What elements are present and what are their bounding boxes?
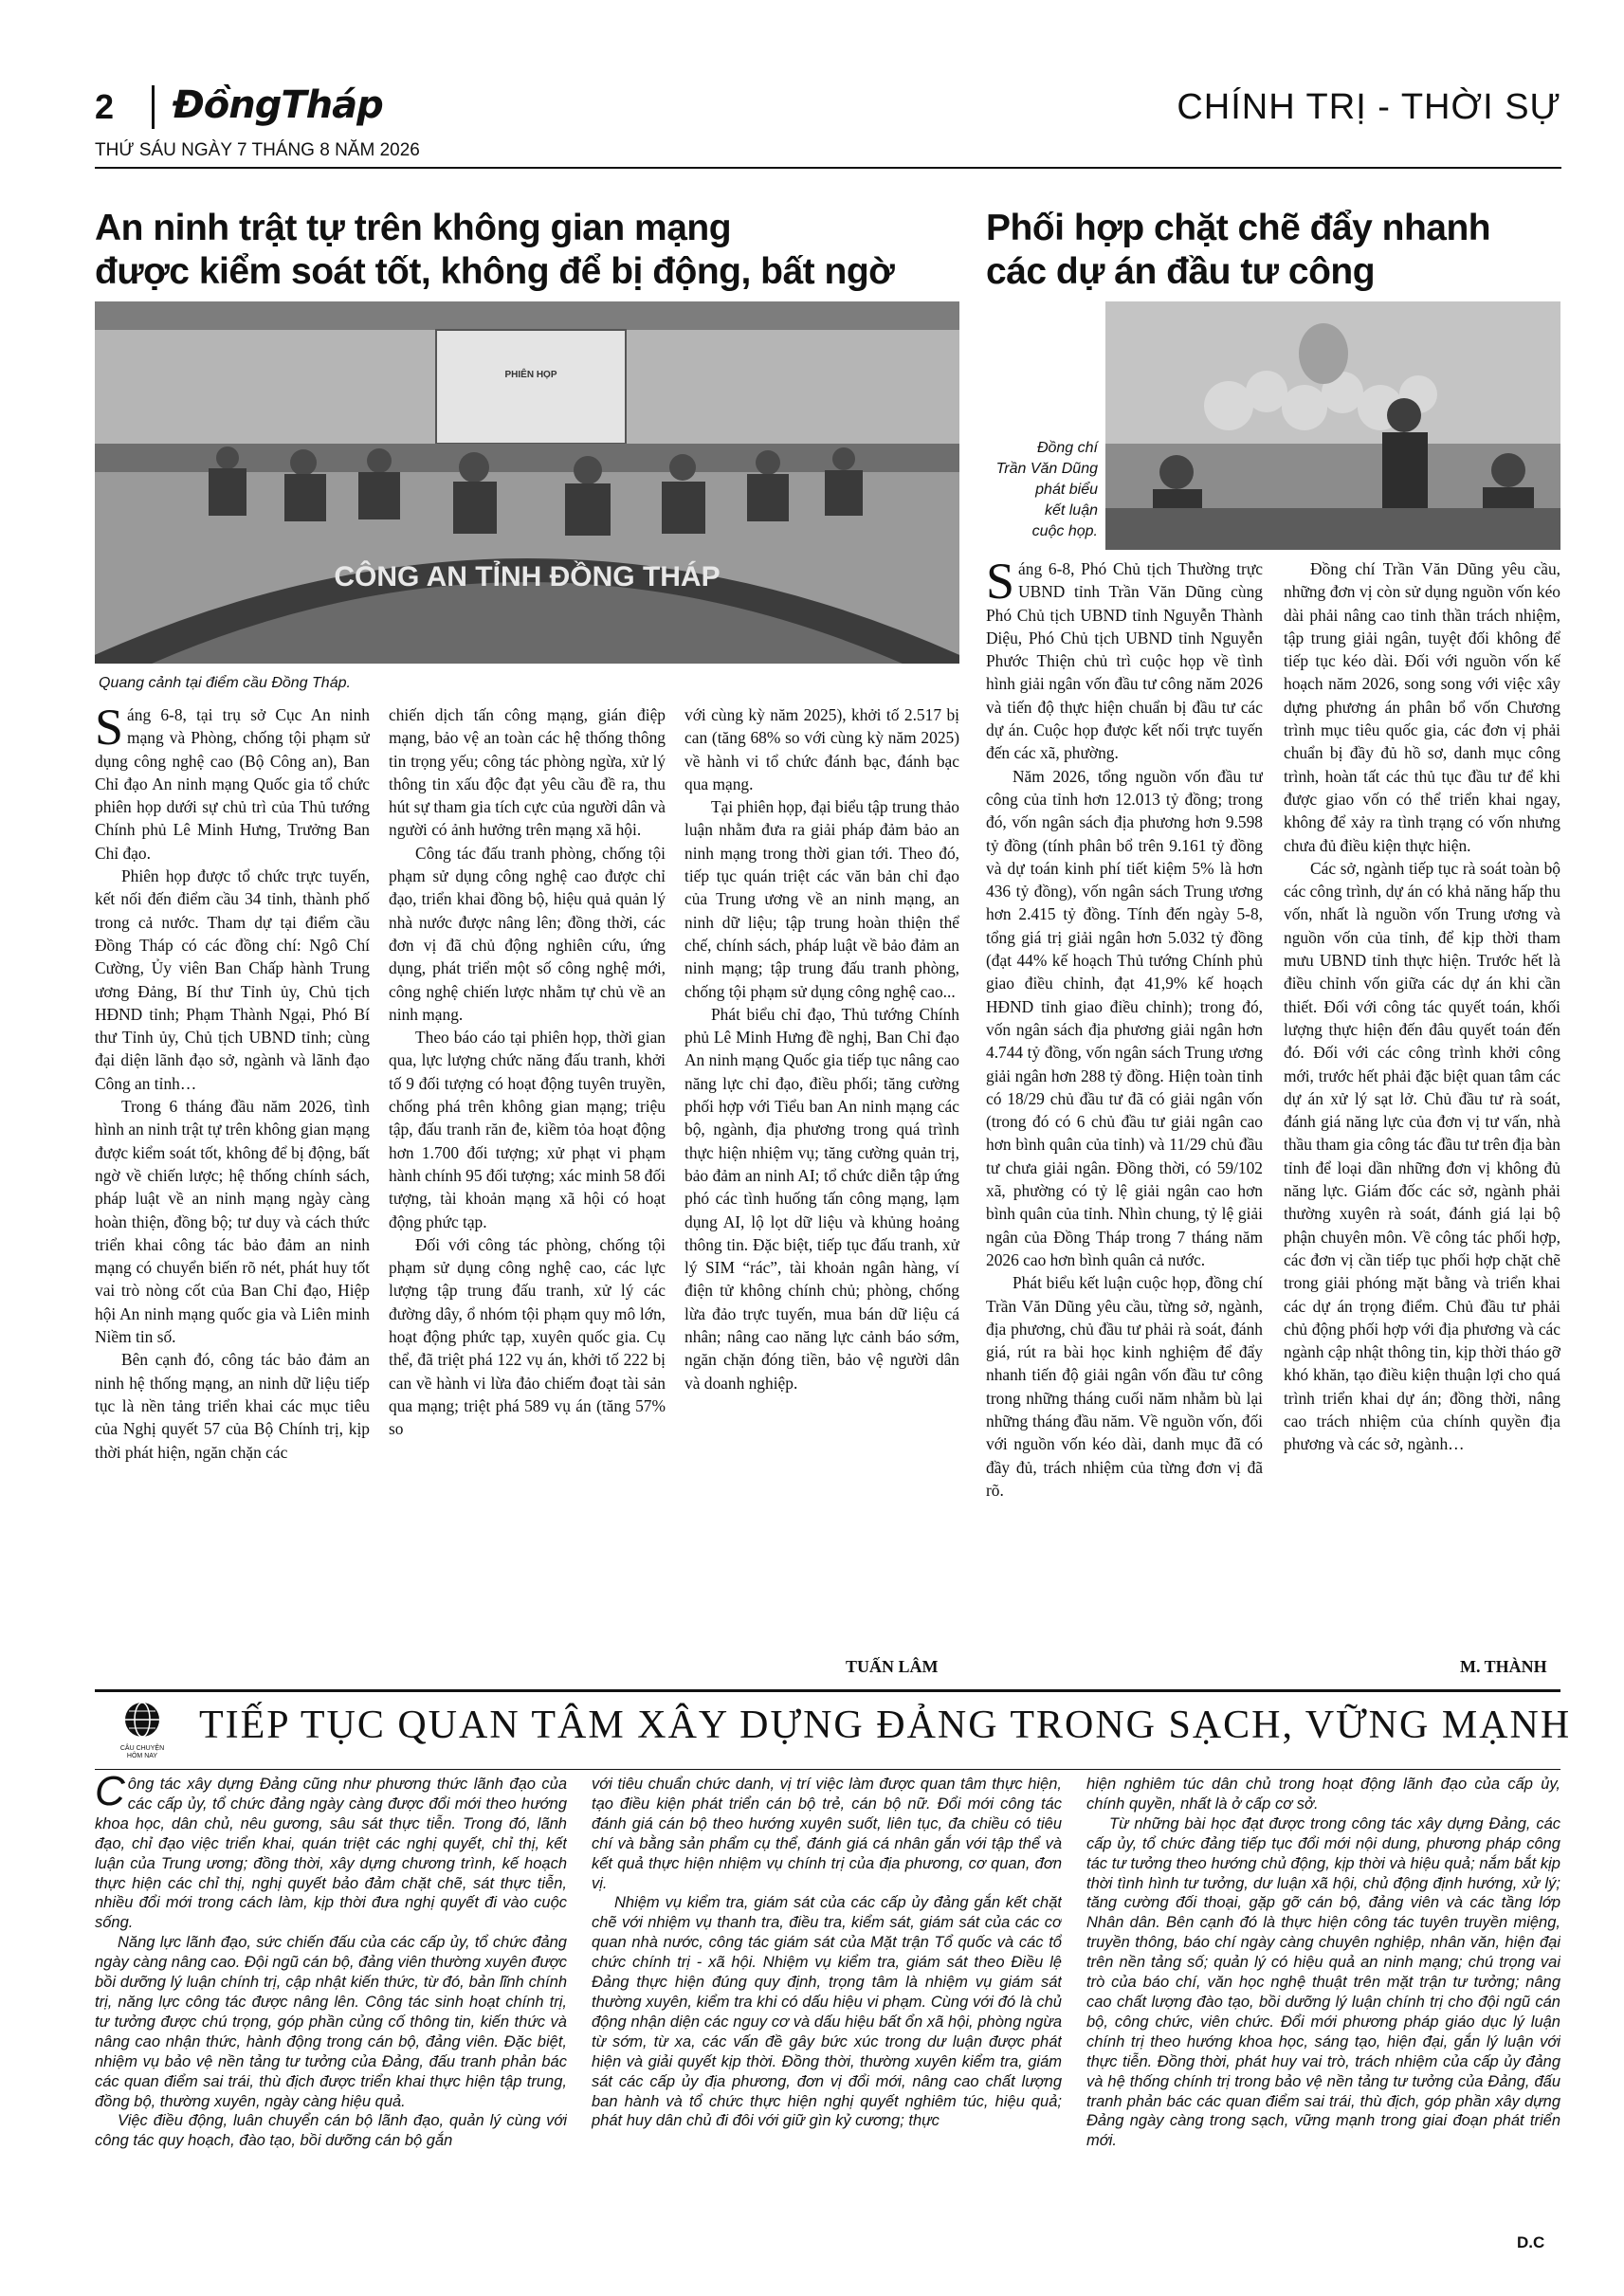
article1-col2 [389,703,666,1689]
article2-caption-line: Trần Văn Dũng [995,461,1098,477]
article1-paragraph: với cùng kỳ năm 2025), khởi tố 2.517 bị can (tăng 68% so với cùng kỳ năm 2025) về hành vi tổ chức đánh bạc, đánh bạc qua mạng. [684,705,959,793]
article2-photo [1105,301,1560,550]
column-paragraph: Việc điều động, luân chuyển cán bộ lãnh đạo, quản lý cùng với công tác quy hoạch, đào tạo, bồi dưỡng cán bộ gắn [95,2112,567,2150]
article1-paragraph: Công tác đấu tranh phòng, chống tội phạm sử dụng công nghệ cao được chỉ đạo, triển khai đồng bộ, hiệu quả quản lý nhà nước được nâng lên; đồng thời, các đơn vị đã chủ động nghiên cứu, ứng dụng, phát triển một số công nghệ mới, công nghệ chiến lược nhằm tự chủ về an ninh mạng. [389,843,666,1024]
article1-paragraph: Đối với công tác phòng, chống tội phạm sử dụng công nghệ cao, các lực lượng tập trung đấu tranh, xử lý các đường dây, ổ nhóm tội phạm quy mô lớn, hoạt động phức tạp, xuyên quốc gia. Cụ thể, đã triệt phá 122 vụ án, khởi tố 222 bị can về hành vi lừa đảo chiếm đoạt tài sản qua mạng; triệt phá 589 vụ án (tăng 57% so [389,1234,666,1439]
article1-paragraph: áng 6-8, tại trụ sở Cục An ninh mạng và Phòng, chống tội phạm sử dụng công nghệ cao (Bộ Công an), Ban Chỉ đạo An ninh mạng Quốc gia tổ chức phiên họp dưới sự chủ trì của Thủ tướng Chính phủ Lê Minh Hưng, Trưởng Ban Chỉ đạo. [95,705,370,863]
screen-text: PHIÊN HỌP [504,370,557,380]
article2-col2 [1284,557,1560,1649]
column-col2 [592,1775,1062,2268]
article1-signature: TUẤN LÂM [846,1657,939,1676]
globe-icon [123,1701,161,1739]
column-paragraph: hiện nghiêm túc dân chủ trong hoạt động lãnh đạo của cấp ủy, chính quyền, nhất là ở cấp cơ sở. [1086,1776,1560,1813]
article1-dropcap: S [95,703,124,756]
column-title: TIẾP TỤC QUAN TÂM XÂY DỰNG ĐẢNG TRONG SẠCH, VỮNG MẠNH [199,1704,1572,1747]
header-rule [95,167,1561,169]
article1-col1 [95,703,370,1689]
column-paragraph: Năng lực lãnh đạo, sức chiến đấu của các cấp ủy, tổ chức đảng ngày càng nâng cao. Đội ngũ cán bộ, đảng viên thường xuyên được bồi dưỡng lý luận chính trị, cập nhật kiến thức, từ đó, bản lĩnh chính trị, năng lực công tác được nâng lên. Công tác sinh hoạt chính trị, tư tưởng được chú trọng, góp phần củng cố thông tin, kiến thức và nâng cao nhận thức, hành động trong cán bộ, đảng viên. Đặc biệt, nhiệm vụ bảo vệ nền tảng tư tưởng của Đảng, đấu tranh phản bác các quan điểm sai trái, thù địch được triển khai thực hiện tập trung, đồng bộ, thường xuyên, ngày càng hiệu quả. [95,1934,567,2110]
article2-signature: M. THÀNH [1460,1657,1547,1676]
newspaper-logo: ĐồngTháp [173,83,383,127]
article1-paragraph: Phiên họp được tổ chức trực tuyến, kết nối đến điểm cầu 34 tỉnh, thành phố trong cả nước. Tham dự tại điểm cầu Đồng Tháp có các đồng chí: Ngô Chí Cường, Ủy viên Ban Chấp hành Trung ương Đảng, Bí thư Tỉnh ủy, Chủ tịch HĐND tỉnh; Phạm Thành Ngại, Phó Bí thư Tỉnh ủy, Chủ tịch UBND tỉnh; cùng đại diện lãnh đạo sở, ngành và lãnh đạo Công an tỉnh… [95,866,370,1093]
column-logo-text: CÂU CHUYỆN HÔM NAY [119,1745,165,1759]
article2-caption-line: cuộc họp. [1031,523,1098,539]
issue-date: THỨ SÁU NGÀY 7 THÁNG 8 NĂM 2026 [95,140,420,160]
speaker-image [1105,301,1560,550]
article1-headline-line1: An ninh trật tự trên không gian mạng [95,208,732,248]
article1-paragraph: chiến dịch tấn công mạng, gián điệp mạng, bảo vệ an toàn các hệ thống thông tin trọng yếu; công tác phòng ngừa, xử lý thông tin xấu độc đạt yêu cầu đề ra, thu hút sự tham gia tích cực của người dân và người có ảnh hưởng trên mạng xã hội. [389,705,666,840]
column-col3 [1086,1775,1560,2258]
column-paragraph: với tiêu chuẩn chức danh, vị trí việc làm được quan tâm thực hiện, tạo điều kiện phát triển cán bộ trẻ, cán bộ nữ. Đổi mới công tác đánh giá cán bộ theo hướng xuyên suốt, liên tục, đa chiều có tiêu chí và bằng sản phẩm cụ thể, đánh giá cá nhân gắn với tập thể và kết quả thực hiện nhiệm vụ chính trị của địa phương, cơ quan, đơn vị. [592,1776,1062,1892]
article2-headline-line1: Phối hợp chặt chẽ đẩy nhanh [986,208,1491,248]
article1-photo [95,301,959,664]
column-dropcap: C [95,1775,125,1814]
article2-paragraph: Phát biểu kết luận cuộc họp, đồng chí Trần Văn Dũng yêu cầu, từng sở, ngành, địa phương, chủ đầu tư phải rà soát, đánh giá, rút ra bài học kinh nghiệm để đẩy nhanh tiến độ giải ngân vốn đầu tư công trong những tháng cuối năm nhằm bù lại những tháng đầu năm. Về nguồn vốn, đối với nguồn vốn kéo dài, danh mục đã có đầy đủ, trách nhiệm của từng đơn vị đã rõ. [986,1273,1263,1500]
meeting-room-image [95,301,959,664]
article1-paragraph: Tại phiên họp, đại biểu tập trung thảo luận nhằm đưa ra giải pháp đảm bảo an ninh mạng trong thời gian tới. Theo đó, tiếp tục quán triệt các văn bản chỉ đạo của Trung ương về an ninh mạng, an ninh dữ liệu; tập trung hoàn thiện thể chế, chính sách, pháp luật về bảo đảm an ninh mạng; tập trung đấu tranh phòng, chống tội phạm sử dụng công nghệ cao... [684,797,959,1001]
article1-col3 [684,703,959,1651]
column-box-top-rule [95,1689,1560,1692]
article2-headline-line2: các dự án đầu tư công [986,251,1376,292]
article2-headline [986,207,1555,294]
article1-headline-line2: được kiểm soát tốt, không để bị động, bất ngờ [95,251,895,292]
article1-headline [95,207,995,294]
article2-paragraph: Đồng chí Trần Văn Dũng yêu cầu, những đơn vị còn sử dụng nguồn vốn kéo dài phải nâng cao tinh thần trách nhiệm, tập trung giải ngân, tuyệt đối không để tiếp tục kéo dài. Đối với nguồn vốn kế hoạch năm 2026, song song với việc xây dựng phương án phân bổ vốn Chương trình mục tiêu quốc gia, các đơn vị phải chuẩn bị đầy đủ hồ sơ, danh mục công trình, hoàn tất các thủ tục đầu tư để khi được giao vốn có thể triển khai ngay, không để xảy ra tình trạng có vốn nhưng chưa đủ điều kiện thực hiện. [1284,559,1560,855]
column-col1 [95,1775,567,2268]
article2-paragraph: Năm 2026, tổng nguồn vốn đầu tư công của tỉnh hơn 12.013 tỷ đồng; trong đó, vốn ngân sách địa phương hơn 9.598 tỷ đồng (tính phân bổ trên 9.161 tỷ đồng và dự toán kinh phí tiết kiệm 5% là hơn 436 tỷ đồng), vốn ngân sách Trung ương hơn 2.415 tỷ đồng. Tính đến ngày 5-8, tổng giá trị giải ngân hơn 5.032 tỷ đồng (đạt 44% kế hoạch Thủ tướng Chính phủ giao điều chỉnh, đạt 41,9% kế hoạch HĐND tỉnh giao điều chỉnh); trong đó, vốn ngân sách địa phương giải ngân hơn 4.744 tỷ đồng, vốn ngân sách Trung ương giải ngân hơn 288 tỷ đồng. Hiện toàn tỉnh có 18/29 chủ đầu tư đã có giải ngân vốn (trong đó có 6 chủ đầu tư giải ngân cao hơn bình quân của tỉnh) và 11/29 chủ đầu tư chưa giải ngân. Đồng thời, có 59/102 xã, phường có tỷ lệ giải ngân cao hơn bình quân của tỉnh. Nhìn chung, tỷ lệ giải ngân của Đồng Tháp trong 7 tháng năm 2026 cao hơn bình quân cả nước. [986,766,1263,1269]
section-title: CHÍNH TRỊ - THỜI SỰ [1177,87,1561,127]
wall-text: CÔNG AN TỈNH ĐỒNG THÁP [334,561,721,592]
column-paragraph: ông tác xây dựng Đảng cũng như phương thức lãnh đạo của các cấp ủy, tổ chức đảng ngày càng được đổi mới theo hướng khoa học, dân chủ, nêu gương, sâu sát thực tiễn. Trong đó, lãnh đạo, chỉ đạo việc triển khai, quán triệt các nghị quyết, chỉ thị, kết luận của Trung ương; đồng thời, xây dựng chương trình, kế hoạch thực hiện các chỉ thị, nghị quyết bảo đảm chặt chẽ, sát thực tiễn, nhiều đổi mới trong cách làm, kịp thời đưa nghị quyết đi vào cuộc sống. [95,1776,567,1932]
article2-caption [986,438,1098,542]
article2-paragraph: Các sở, ngành tiếp tục rà soát toàn bộ các công trình, dự án có khả năng hấp thu vốn, nhất là nguồn vốn Trung ương và nguồn vốn của tỉnh, để kịp thời tham mưu UBND tỉnh thực hiện. Trước hết là điều chỉnh vốn giữa các dự án khi cần thiết. Đối với công tác quyết toán, khối lượng thực hiện đến đâu quyết toán đến đó. Đối với các công trình khởi công mới, trước hết phải đặc biệt quan tâm các dự án xử lý sạt lở. Chủ đầu tư rà soát, đánh giá năng lực của đơn vị tư vấn, nhà thầu tham gia công tác đầu tư trên địa bàn tỉnh để loại dần những đơn vị không đủ năng lực. Giám đốc các sở, ngành phải thường xuyên rà soát, đánh giá lại bộ phận chuyên môn. Về công tác phối hợp, các đơn vị cần tiếp tục phối hợp chặt chẽ trong giải phóng mặt bằng và triển khai các dự án trọng điểm. Chủ đầu tư phải chủ động phối hợp với địa phương và các ngành cập nhật thông tin, kịp thời tháo gỡ khó khăn, tạo điều kiện thuận lợi cho quá trình triển khai dự án; đồng thời, nâng cao trách nhiệm của chính quyền địa phương và các sở, ngành… [1284,858,1560,1454]
article1-paragraph: Bên cạnh đó, công tác bảo đảm an ninh hệ thống mạng, an ninh dữ liệu tiếp tục là nền tảng triển khai các mục tiêu của Nghị quyết 57 của Bộ Chính trị, kịp thời phát hiện, ngăn chặn các [95,1350,370,1462]
article2-paragraph: áng 6-8, Phó Chủ tịch Thường trực UBND tỉnh Trần Văn Dũng cùng Phó Chủ tịch UBND tỉnh Nguyễn Thành Diệu, Phó Chủ tịch UBND tỉnh Nguyễn Phước Thiện chủ trì cuộc họp về tình hình giải ngân vốn đầu tư công năm 2026 và tiến độ thực hiện chuẩn bị đầu tư các dự án. Cuộc họp được kết nối trực tuyến đến các xã, phường. [986,559,1263,763]
article2-dropcap: S [986,557,1015,610]
column-signature: D.C [1517,2233,1545,2251]
article1-caption: Quang cảnh tại điểm cầu Đồng Tháp. [99,675,351,691]
column-logo [112,1701,173,1765]
article1-paragraph: Theo báo cáo tại phiên họp, thời gian qua, lực lượng chức năng đấu tranh, khởi tố 9 đối tượng có hoạt động tuyên truyền, chống phá trên không gian mạng; triệu tập, đấu tranh răn đe, kiềm tỏa hoạt động hơn 1.700 đối tượng; xử phạt vi phạm hành chính 95 đối tượng; xác minh 58 đối tượng, tài khoản mạng xã hội có hoạt động phức tạp. [389,1028,666,1231]
column-box-rule [95,1769,1560,1770]
column-paragraph: Nhiệm vụ kiểm tra, giám sát của các cấp ủy đảng gắn kết chặt chẽ với nhiệm vụ thanh tra, điều tra, kiểm sát, giám sát của các cơ quan nhà nước, công tác giám sát của Mặt trận Tổ quốc và các tổ chức chính trị - xã hội. Nhiệm vụ kiểm tra, giám sát theo Điều lệ Đảng thực hiện đúng quy định, trọng tâm là nhiệm vụ giám sát thường xuyên, kiểm tra khi có dấu hiệu vi phạm. Cùng với đó là chủ động nhận diện các nguy cơ và dấu hiệu bất ổn xã hội, phòng ngừa từ sớm, từ xa, các vấn đề gây bức xúc trong dư luận được phát hiện và giải quyết kịp thời. Đồng thời, thường xuyên kiểm tra, giám sát các cấp ủy địa phương, đơn vị đổi mới, nâng cao chất lượng ban hành và tổ chức thực hiện nghị quyết nghiêm túc, hiệu quả; phát huy dân chủ đi đôi với giữ gìn kỷ cương; thực [592,1894,1062,2130]
column-paragraph: Từ những bài học đạt được trong công tác xây dựng Đảng, các cấp ủy, tổ chức đảng tiếp tục đổi mới nội dung, phương pháp công tác tư tưởng theo hướng chủ động, kịp thời và hiệu quả; nắm bắt kịp thời tình hình tư tưởng, dư luận xã hội, chủ động định hướng, xử lý; tăng cường đối thoại, gặp gỡ cán bộ, đảng viên và các tầng lớp Nhân dân. Bên cạnh đó là thực hiện công tác tuyên truyền miệng, truyền thông, báo chí ngày càng chuyên nghiệp, nhân văn, hiện đại trên nền tảng số; quản lý có hiệu quả an ninh mạng; chú trọng vai trò của báo chí, văn học nghệ thuật trên mặt trận tư tưởng; nâng cao chất lượng đào tạo, bồi dưỡng lý luận chính trị cho đội ngũ cán bộ, công chức, viên chức. Đổi mới phương pháp giáo dục lý luận chính trị theo hướng khoa học, sáng tạo, hiện đại, gắn lý luận với thực tiễn. Đồng thời, phát huy vai trò, trách nhiệm của cấp ủy đảng và hệ thống chính trị trong bảo vệ nền tảng tư tưởng của Đảng, đấu tranh phản bác các quan điểm sai trái, thù địch, góp phần xây dựng Đảng ngày càng trong sạch, vững mạnh trong giai đoạn phát triển mới. [1086,1814,1560,2150]
page-number: 2 [95,87,115,126]
article1-paragraph: Phát biểu chỉ đạo, Thủ tướng Chính phủ Lê Minh Hưng đề nghị, Ban Chỉ đạo An ninh mạng Quốc gia tiếp tục nâng cao năng lực chỉ đạo, điều phối; tăng cường phối hợp với Tiểu ban An ninh mạng các bộ, ngành, địa phương trong quá trình thực hiện nhiệm vụ; tăng cường quản trị, bảo đảm an ninh AI; tổ chức diễn tập ứng phó các tình huống tấn công mạng, lạm dụng AI, lộ lọt dữ liệu và khủng hoảng thông tin. Đặc biệt, tiếp tục đấu tranh, xử lý SIM “rác”, tài khoản ngân hàng, ví điện tử không chính chủ; phòng, chống lừa đảo trực tuyến, mua bán dữ liệu cá nhân; nâng cao năng lực cảnh báo sớm, ngăn chặn đóng tiền, bảo vệ người dân và doanh nghiệp. [684,1004,959,1393]
article2-col1 [986,557,1263,1657]
article1-paragraph: Trong 6 tháng đầu năm 2026, tình hình an ninh trật tự trên không gian mạng được kiểm soát tốt, không để bị động, bất ngờ về chiến lược; hệ thống chính sách, pháp luật về an ninh mạng ngày càng hoàn thiện, đồng bộ; tư duy và cách thức triển khai công tác bảo đảm an ninh mạng có chuyển biến rõ nét, phát huy tốt vai trò nòng cốt của Ban Chỉ đạo, Hiệp hội An ninh mạng quốc gia và Liên minh Niềm tin số. [95,1097,370,1347]
header-divider [152,85,155,129]
article2-caption-line: Đồng chí [1036,440,1098,456]
article2-caption-line: phát biểu [1035,482,1098,498]
article2-caption-line: kết luận [1044,502,1098,519]
